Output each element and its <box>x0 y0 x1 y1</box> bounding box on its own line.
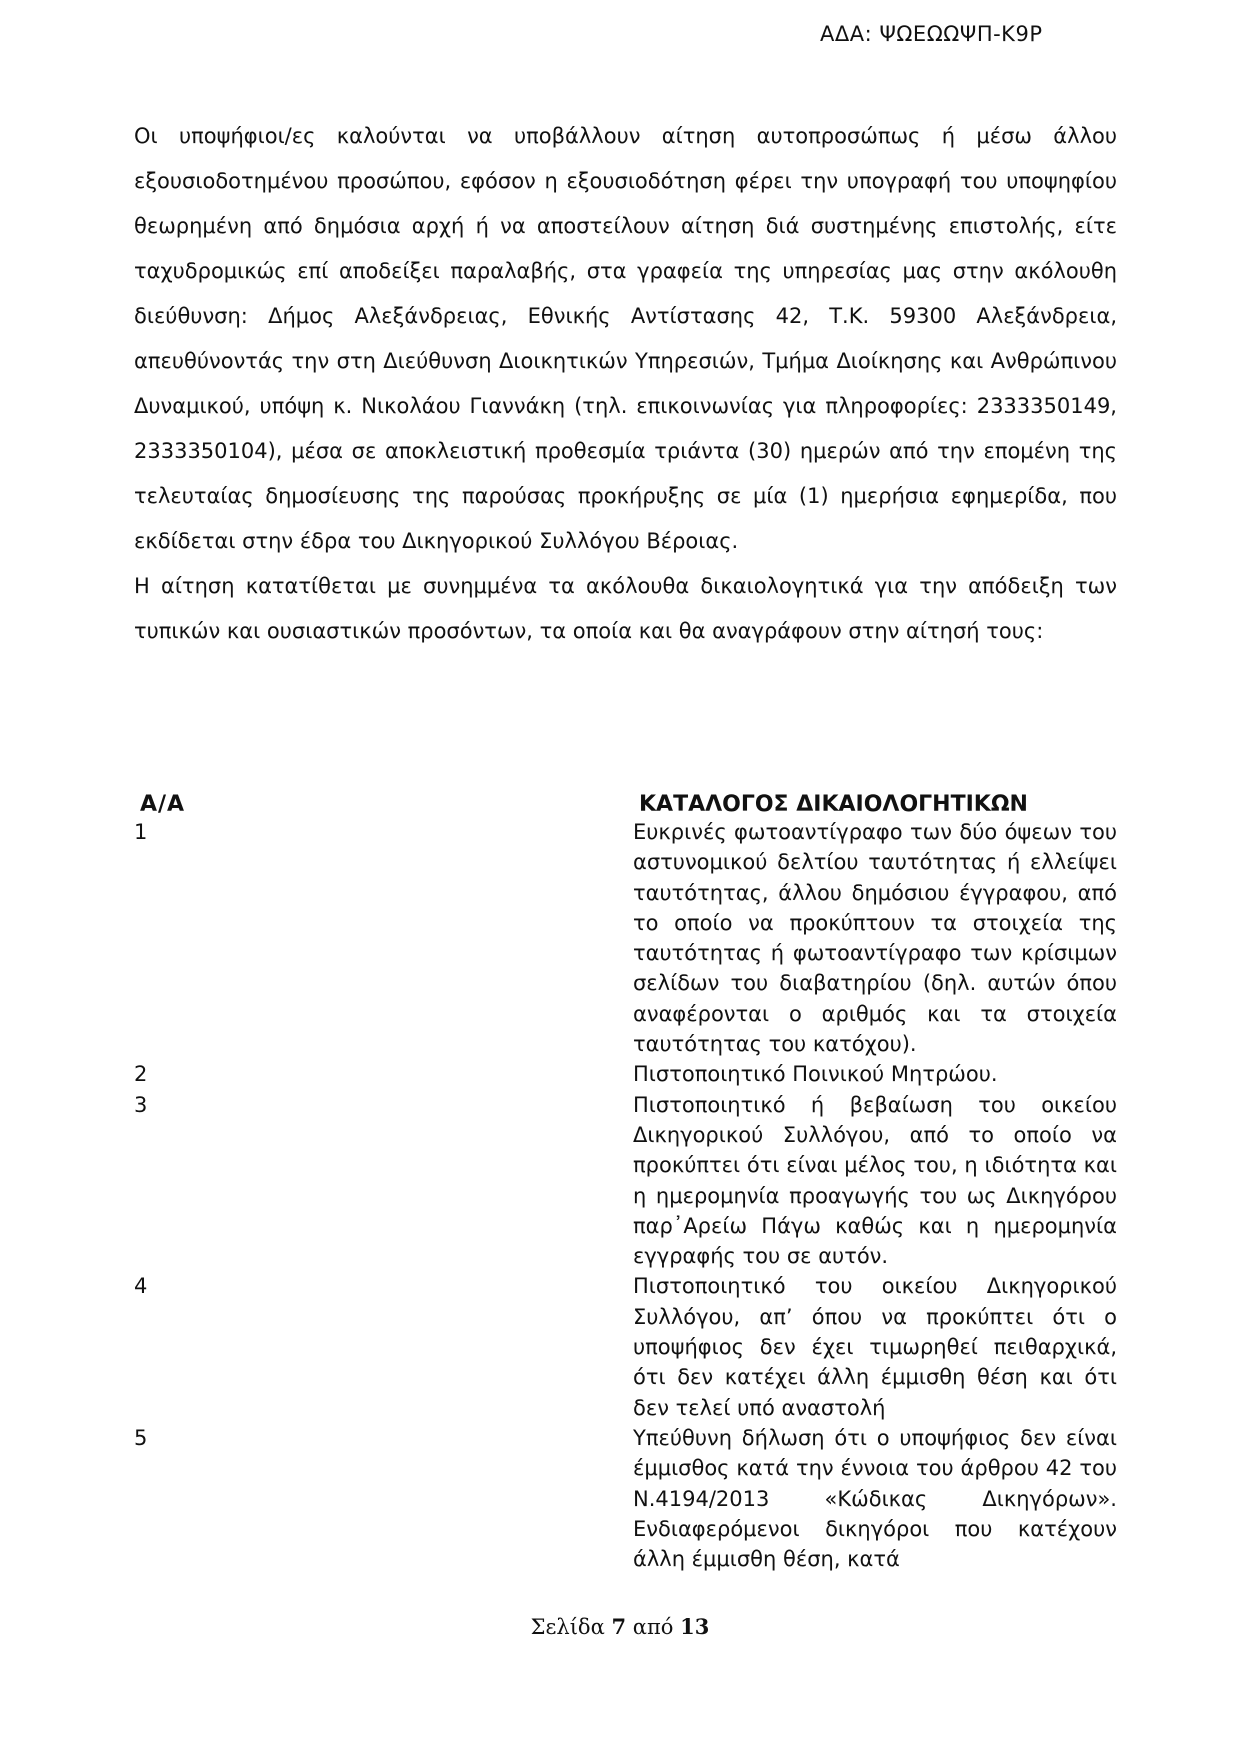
row-document: Ευκρινές φωτοαντίγραφο των δύο όψεων του αστυνομικού δελτίου ταυτότητας ή ελλείψει ταυτότητας, άλλου δημόσιου έγγραφου, από το οποίο να προκύπτουν τα στοιχεία της ταυτότητας ή φωτοαντίγραφο των κρίσιμων σελίδων του διαβατηρίου (δηλ. αυτών όπου αναφέρονται ο αριθμός και τα στοιχεία ταυτότητας του κατόχου). <box>633 820 1117 1057</box>
table-row <box>134 817 1117 1059</box>
row-document: Πιστοποιητικό Ποινικού Μητρώου. <box>633 1062 998 1087</box>
documents-table <box>134 783 1117 1574</box>
column-header-documents: ΚΑΤΑΛΟΓΟΣ ΔΙΚΑΙΟΛΟΓΗΤΙΚΩΝ <box>639 792 1028 817</box>
row-document: Πιστοποιητικό του οικείου Δικηγορικού Συλλόγου, απ’ όπου να προκύπτει ότι ο υποψήφιος δεν έχει τιμωρηθεί πειθαρχικά, ότι δεν κατέχει άλλη έμμισθη θέση και ότι δεν τελεί υπό αναστολή <box>633 1274 1117 1420</box>
page-total: 13 <box>680 1614 710 1639</box>
page-word: Σελίδα <box>530 1615 605 1639</box>
page-footer <box>0 1614 1240 1639</box>
column-header-number: Α/Α <box>140 792 186 817</box>
row-document: Πιστοποιητικό ή βεβαίωση του οικείου Δικηγορικού Συλλόγου, από το οποίο να προκύπτει ότι είναι μέλος του, η ιδιότητα και η ημερομηνία προαγωγής του ως Δικηγόρου παρ᾽Αρείω Πάγω καθώς και η ημερομηνία εγγραφής του σε αυτόν. <box>633 1092 1117 1269</box>
intro-text <box>134 114 1117 654</box>
table-header-row <box>134 783 1117 817</box>
intro-paragraph-2: Η αίτηση κατατίθεται με συνημμένα τα ακόλουθα δικαιολογητικά για την απόδειξη των τυπικών και ουσιαστικών προσόντων, τα οποία και θα αναγράφουν στην αίτησή τους: <box>134 574 1117 643</box>
row-number: 5 <box>134 1425 148 1450</box>
intro-paragraph-1: Οι υποψήφιοι/ες καλούνται να υποβάλλουν αίτηση αυτοπροσώπως ή μέσω άλλου εξουσιοδοτημένου προσώπου, εφόσον η εξουσιοδότηση φέρει την υπογραφή του υποψηφίου θεωρημένη από δημόσια αρχή ή να αποστείλουν αίτηση διά συστημένης επιστολής, είτε ταχυδρομικώς επί αποδείξει παραλαβής, στα γραφεία της υπηρεσίας μας στην ακόλουθη διεύθυνση: Δήμος Αλεξάνδρειας, Εθνικής Αντίστασης 42, Τ.Κ. 59300 Αλεξάνδρεια, απευθύνοντάς την στη Διεύθυνση Διοικητικών Υπηρεσιών, Τμήμα Διοίκησης και Ανθρώπινου Δυναμικού, υπόψη κ. Νικολάου Γιαννάκη (τηλ. επικοινωνίας για πληροφορίες: 2333350149, 2333350104), μέσα σε αποκλειστική προθεσμία τριάντα (30) ημερών από την επομένη της τελευταίας δημοσίευσης της παρούσας προκήρυξης σε μία (1) ημερήσια εφημερίδα, που εκδίδεται στην έδρα του Δικηγορικού Συλλόγου Βέροιας. <box>134 124 1117 553</box>
row-number: 3 <box>134 1092 148 1117</box>
table-row <box>134 1423 1117 1574</box>
table-row <box>134 1059 1117 1089</box>
page-of: από <box>632 1615 674 1639</box>
row-number: 2 <box>134 1062 148 1087</box>
table-row <box>134 1271 1117 1422</box>
row-number: 4 <box>134 1274 148 1299</box>
ada-code: ΑΔΑ: ΨΩΕΩΩΨΠ-Κ9Ρ <box>820 22 1043 46</box>
row-document: Υπεύθυνη δήλωση ότι ο υποψήφιος δεν είναι έμμισθος κατά την έννοια του άρθρου 42 του Ν.4194/2013 «Κώδικας Δικηγόρων». Ενδιαφερόμενοι δικηγόροι που κατέχουν άλλη έμμισθη θέση, κατά <box>633 1425 1117 1572</box>
page-current: 7 <box>611 1614 627 1639</box>
table-row <box>134 1090 1117 1272</box>
row-number: 1 <box>134 820 148 844</box>
